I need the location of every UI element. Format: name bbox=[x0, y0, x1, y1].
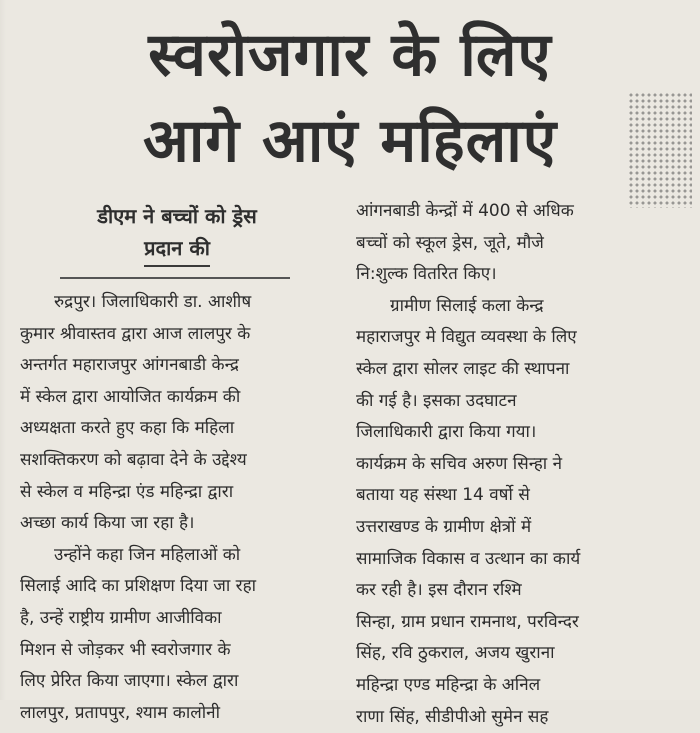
text-line: अन्तर्गत महाराजपुर आंगनबाडी केन्द्र bbox=[20, 350, 334, 382]
text-line: ग्रामीण सिलाई कला केन्द्र bbox=[356, 291, 682, 323]
subheadline bbox=[20, 200, 334, 267]
text-line: लालपुर, प्रतापपुर, श्याम कालोनी bbox=[20, 698, 334, 730]
text-line: नि:शुल्क वितरित किए। bbox=[356, 259, 682, 291]
text-line: कर रही है। इस दौरान रश्मि bbox=[356, 575, 682, 607]
text-line: सामाजिक विकास व उत्थान का कार्य bbox=[356, 544, 682, 576]
subheadline-line-2-text: प्रदान की bbox=[144, 232, 210, 267]
text-line: सशक्तिकरण को बढ़ावा देने के उद्देश्य bbox=[20, 445, 334, 477]
text-line: महिन्द्रा एण्ड महिन्द्रा के अनिल bbox=[356, 670, 682, 702]
text-line: स्केल द्वारा सोलर लाइट की स्थापना bbox=[356, 354, 682, 386]
text-line: कार्यक्रम के सचिव अरुण सिन्हा ने bbox=[356, 449, 682, 481]
subheadline-line-2 bbox=[20, 232, 334, 267]
text-line: बच्चों को स्कूल ड्रेस, जूते, मौजे bbox=[356, 228, 682, 260]
text-line: सिलाई आदि का प्रशिक्षण दिया जा रहा bbox=[20, 571, 334, 603]
text-line: सिंह, रवि ठुकराल, अजय खुराना bbox=[356, 638, 682, 670]
text-line: की गई है। इसका उदघाटन bbox=[356, 386, 682, 418]
text-line: में स्केल द्वारा आयोजित कार्यक्रम की bbox=[20, 382, 334, 414]
text-line: कुमार श्रीवास्तव द्वारा आज लालपुर के bbox=[20, 319, 334, 351]
text-line: मिशन से जोड़कर भी स्वरोजगार के bbox=[20, 635, 334, 667]
text-line: रुद्रपुर। जिलाधिकारी डा. आशीष bbox=[20, 287, 334, 319]
text-line: उन्होंने कहा जिन महिलाओं को bbox=[20, 540, 334, 572]
subheadline-line-1: डीएम ने बच्चों को ड्रेस bbox=[20, 200, 334, 232]
headline-line-1: स्वरोजगार के लिए bbox=[0, 14, 700, 96]
text-line: बताया यह संस्था 14 वर्षो से bbox=[356, 480, 682, 512]
text-line: से स्केल व महिन्द्रा एंड महिन्द्रा द्वारा bbox=[20, 477, 334, 509]
right-paragraph-1 bbox=[356, 196, 682, 291]
text-line: है, उन्हें राष्ट्रीय ग्रामीण आजीविका bbox=[20, 603, 334, 635]
right-column bbox=[356, 196, 682, 733]
left-paragraph-1 bbox=[20, 287, 334, 540]
text-line: जिलाधिकारी द्वारा किया गया। bbox=[356, 417, 682, 449]
text-line: सिन्हा, ग्राम प्रधान रामनाथ, परविन्दर bbox=[356, 607, 682, 639]
text-line: महाराजपुर मे विद्युत व्यवस्था के लिए bbox=[356, 322, 682, 354]
text-line: लिए प्रेरित किया जाएगा। स्केल द्वारा bbox=[20, 666, 334, 698]
text-line: राणा सिंह, सीडीपीओ सुमेन सह bbox=[356, 702, 682, 733]
headline-line-2: आगे आएं महिलाएं bbox=[0, 100, 700, 182]
right-paragraph-2 bbox=[356, 291, 682, 733]
divider bbox=[60, 277, 290, 279]
left-paragraph-2 bbox=[20, 540, 334, 730]
text-line: अध्यक्षता करते हुए कहा कि महिला bbox=[20, 413, 334, 445]
text-line: अच्छा कार्य किया जा रहा है। bbox=[20, 508, 334, 540]
left-column bbox=[20, 196, 334, 729]
text-line: उत्तराखण्ड के ग्रामीण क्षेत्रों में bbox=[356, 512, 682, 544]
text-line: आंगनबाडी केन्द्रों में 400 से अधिक bbox=[356, 196, 682, 228]
